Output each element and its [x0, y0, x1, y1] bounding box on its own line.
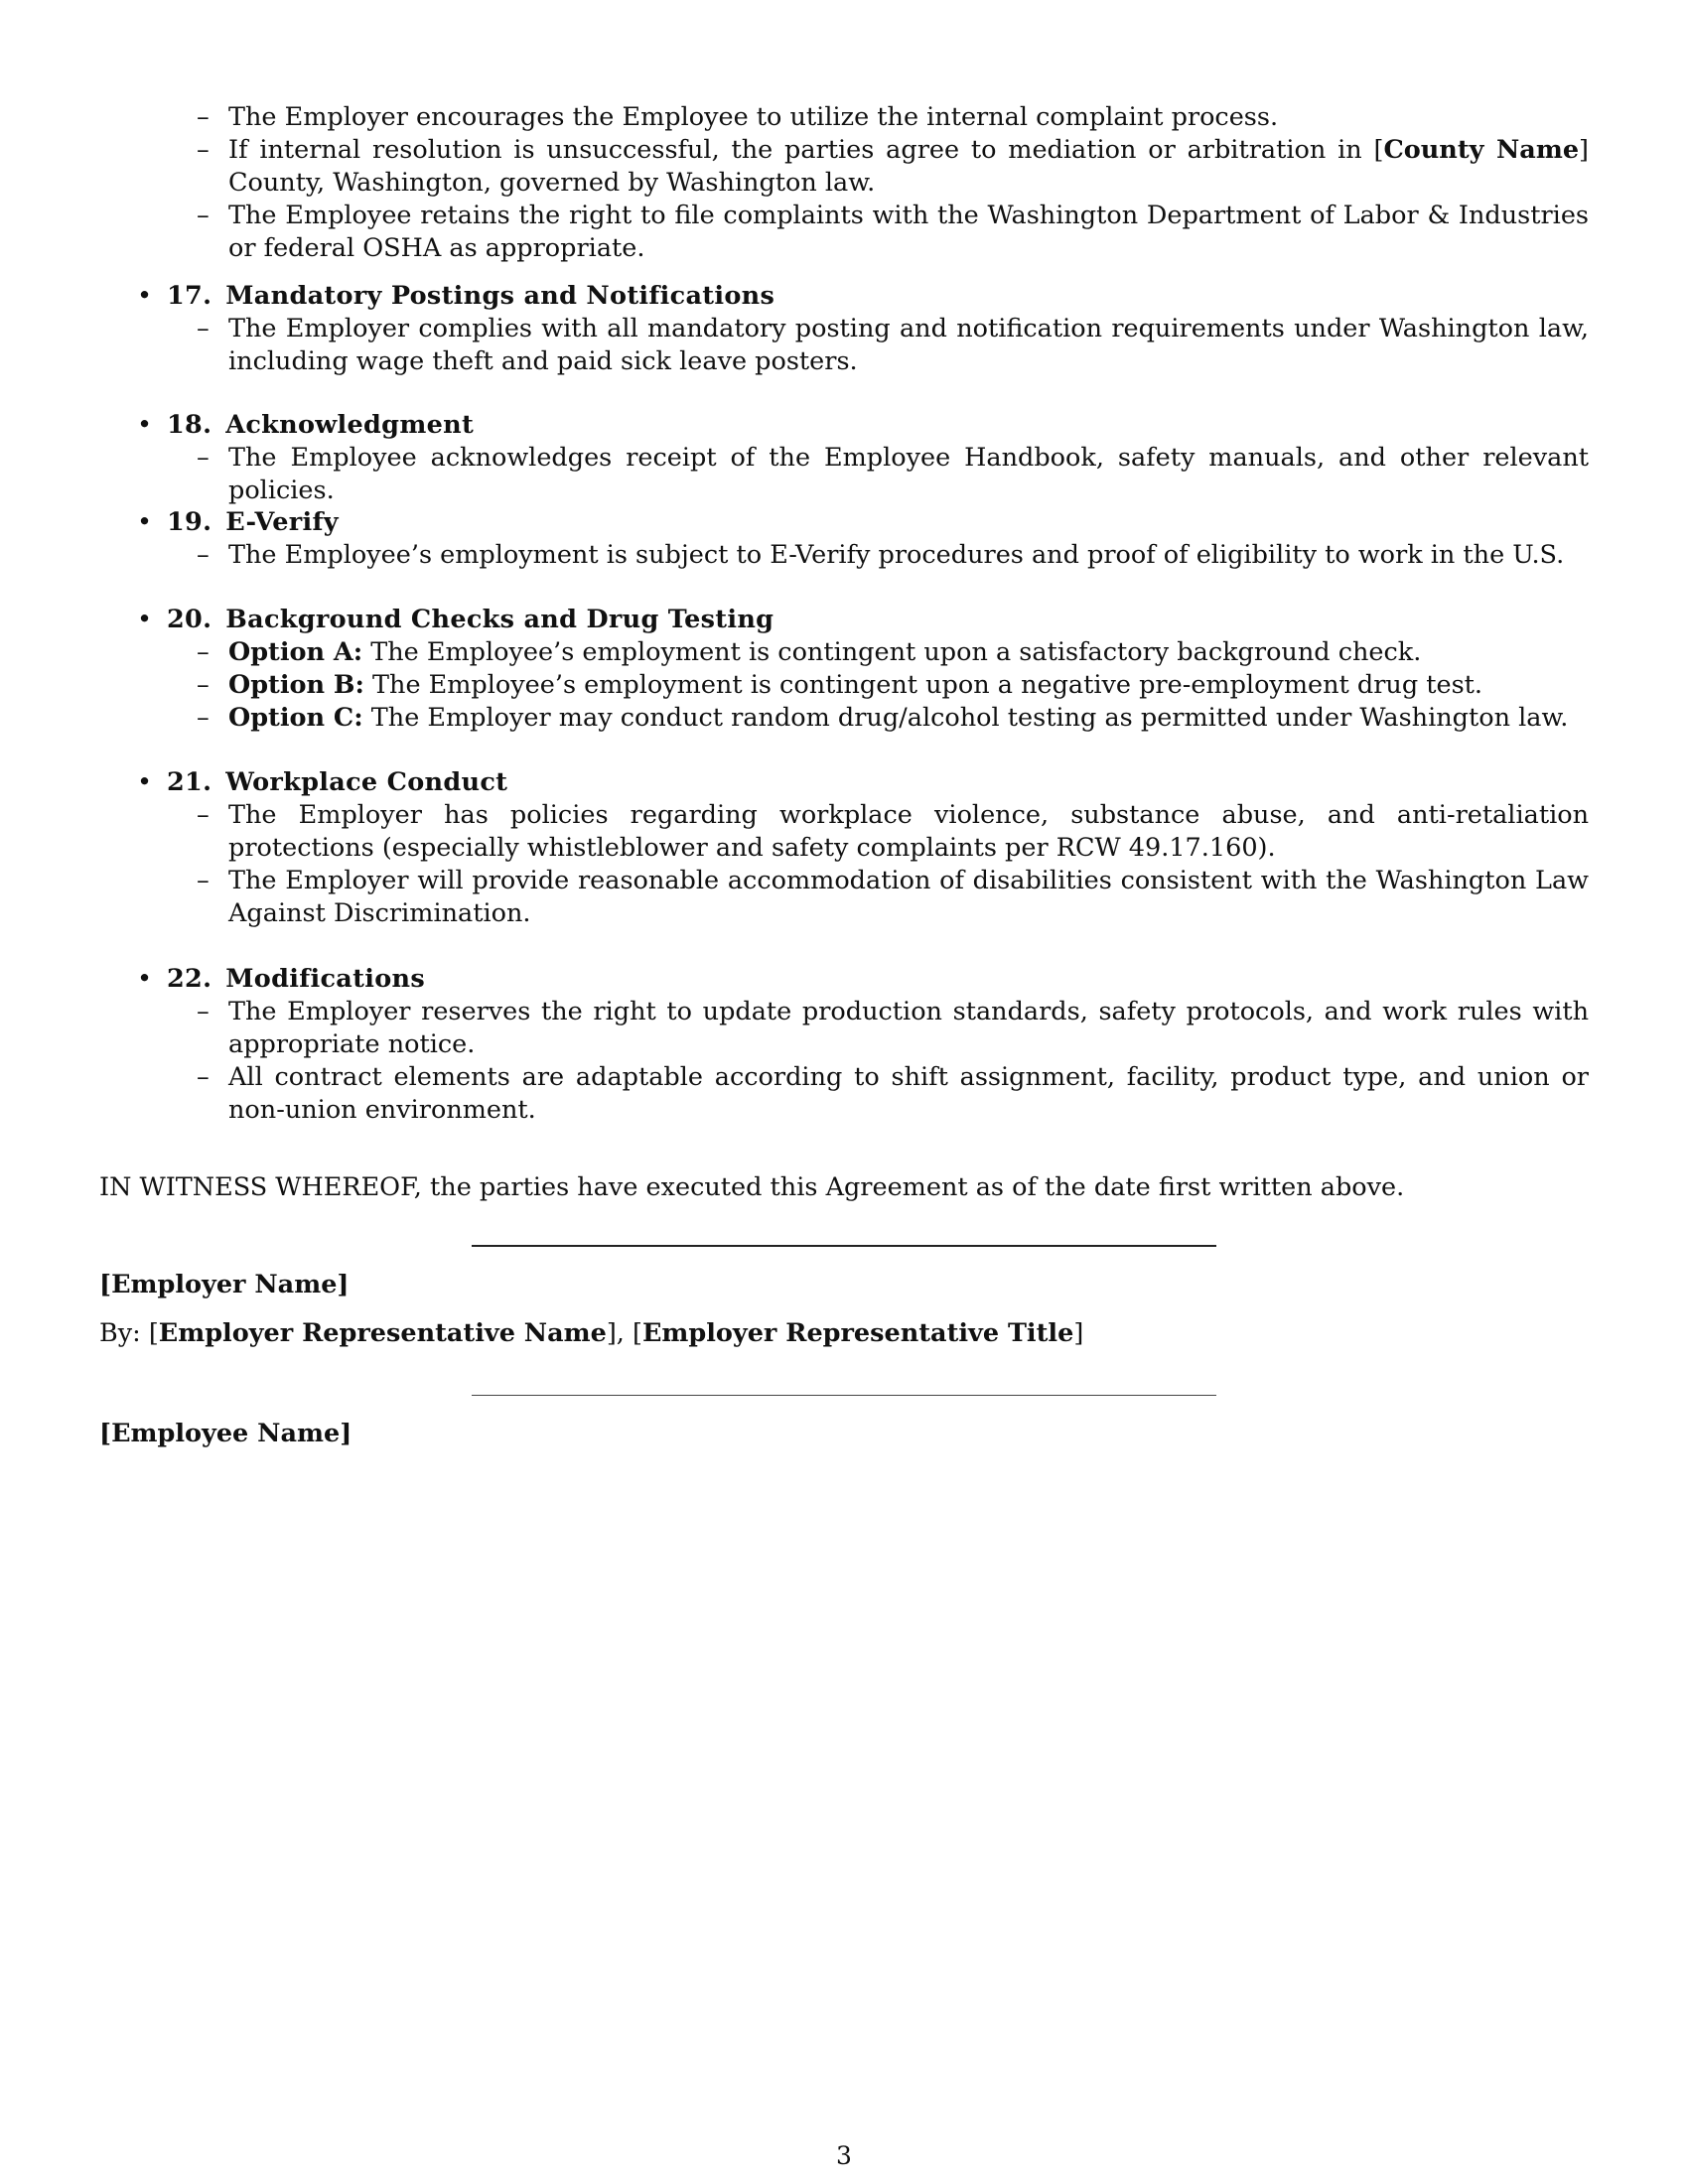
dash-marker: – [197, 866, 210, 895]
dash-marker: – [197, 1062, 210, 1092]
dash-marker: – [197, 703, 210, 733]
bullet-marker: • [137, 281, 153, 311]
dash-marker: – [197, 102, 210, 132]
section-heading: • 18. Acknowledgment [137, 410, 475, 440]
dash-marker: – [197, 637, 210, 667]
bullet-marker: • [137, 605, 153, 634]
section-20 [99, 604, 1589, 735]
employer-representative-title: Employer Representative Title [641, 1318, 1074, 1348]
section-16-items [99, 101, 1589, 265]
list-item: – The Employee retains the right to file complaints with the Washington Department of Labor & Industries or federal OSHA as appropriate. [197, 201, 1589, 263]
witness-clause: IN WITNESS WHEREOF, the parties have executed this Agreement as of the date first written above. [99, 1172, 1405, 1202]
document-page [99, 0, 1589, 2184]
section-heading: • 20. Background Checks and Drug Testing [137, 605, 774, 634]
placeholder-county-name: County Name [1383, 135, 1580, 165]
section-heading: • 17. Mandatory Postings and Notifications [137, 281, 775, 311]
bullet-marker: • [137, 964, 153, 994]
section-items [99, 636, 1589, 735]
employer-name: [Employer Name] [99, 1270, 350, 1299]
dash-marker: – [197, 443, 210, 473]
list-item: – Option C: The Employer may conduct random drug/alcohol testing as permitted under Washington law. [197, 703, 1569, 733]
list-item: – The Employer reserves the right to update production standards, safety protocols, and work rules with appropriate notice. [197, 997, 1589, 1059]
employee-signature-line [472, 1395, 1216, 1396]
section-items [99, 442, 1589, 507]
list-item: – The Employer has policies regarding workplace violence, substance abuse, and anti-retaliation protections (especially whistleblower and safety complaints per RCW 49.17.160). [197, 800, 1589, 863]
employer-representative-line: By: [Employer Representative Name], [Employer Representative Title] [99, 1318, 1084, 1348]
bullet-marker: • [137, 507, 153, 537]
section-18 [99, 409, 1589, 507]
dash-marker: – [197, 540, 210, 570]
option-label: Option B: [228, 670, 364, 700]
employee-name: [Employee Name] [99, 1419, 352, 1448]
dash-marker: – [197, 997, 210, 1026]
list-item: – Option B: The Employee’s employment is contingent upon a negative pre-employment drug test. [197, 670, 1483, 700]
dash-marker: – [197, 201, 210, 230]
employer-signature-line [472, 1245, 1216, 1247]
section-items [99, 539, 1589, 572]
option-label: Option C: [228, 703, 363, 733]
list-item: – The Employer encourages the Employee to utilize the internal complaint process. [197, 102, 1279, 132]
section-21 [99, 766, 1589, 930]
page-number: 3 [836, 2141, 852, 2170]
section-22 [99, 963, 1589, 1127]
list-item: – The Employer complies with all mandatory posting and notification requirements under Washington law, including wage theft and paid sick leave posters. [197, 314, 1589, 376]
list-item: – If internal resolution is unsuccessful, the parties agree to mediation or arbitration in [County Name] County, Washington, governed by Washington law. [197, 135, 1589, 198]
section-items [99, 996, 1589, 1127]
option-label: Option A: [228, 637, 363, 667]
dash-marker: – [197, 670, 210, 700]
section-items [99, 313, 1589, 378]
list-item: – Option A: The Employee’s employment is contingent upon a satisfactory background check. [197, 637, 1422, 667]
section-heading: • 21. Workplace Conduct [137, 767, 508, 797]
section-17 [99, 280, 1589, 378]
employer-representative-name: Employer Representative Name [158, 1318, 607, 1348]
list-item: – The Employee’s employment is subject to E-Verify procedures and proof of eligibility to work in the U.S. [197, 540, 1565, 570]
dash-marker: – [197, 135, 210, 165]
list-item: – The Employee acknowledges receipt of the Employee Handbook, safety manuals, and other relevant policies. [197, 443, 1589, 505]
section-items [99, 799, 1589, 930]
section-heading: • 19. E-Verify [137, 507, 339, 537]
list-item: – The Employer will provide reasonable accommodation of disabilities consistent with the Washington Law Against Discrimination. [197, 866, 1589, 928]
bullet-marker: • [137, 410, 153, 440]
dash-marker: – [197, 800, 210, 830]
list-item: – All contract elements are adaptable according to shift assignment, facility, product type, and union or non-union environment. [197, 1062, 1589, 1125]
section-19 [99, 506, 1589, 572]
section-heading: • 22. Modifications [137, 964, 425, 994]
bullet-marker: • [137, 767, 153, 797]
dash-marker: – [197, 314, 210, 343]
